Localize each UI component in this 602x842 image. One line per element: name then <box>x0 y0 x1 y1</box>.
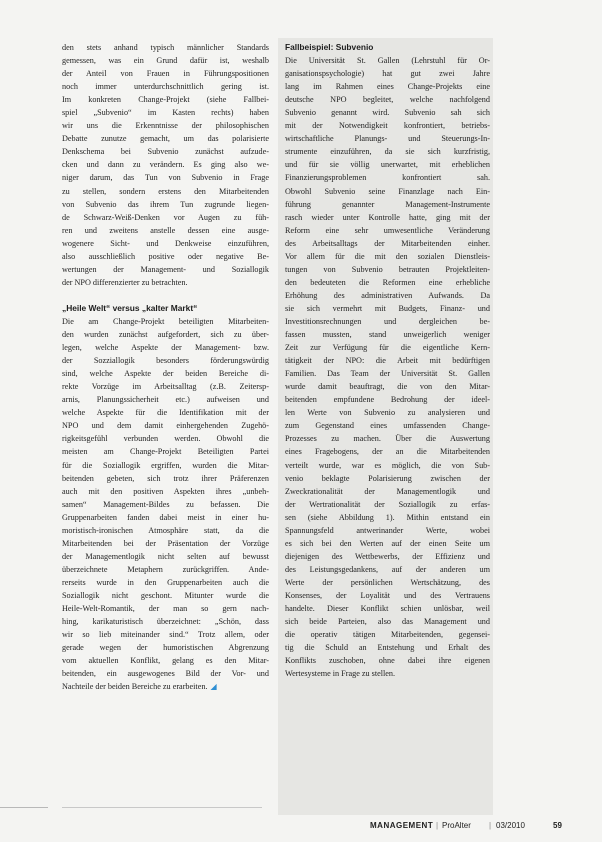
text-line: den wurden zunächst aufgefordert, sich zu über- <box>62 330 269 340</box>
text-line: Obwohl Subvenio seine Finanzlage nach Ein- <box>285 186 490 196</box>
text-line: mit der Notwendigkeit konfrontiert, betriebs- <box>285 121 490 131</box>
text-line: meisten am Change-Projekt Beteiligten Partei <box>62 447 269 457</box>
text-line: der Anteil von Frauen in Führungspositionen <box>62 69 269 79</box>
text-line: Heile-Welt-Romantik, der man so gern nach- <box>62 604 269 614</box>
text-line: welche Aspekte für die Identifikation mit der <box>62 408 269 418</box>
text-line: es sich bei den Werten auf der einen Seite um <box>285 538 490 548</box>
text-line: len Werte von Subvenio zu analysieren und <box>285 408 490 418</box>
text-line: NPO und dem damit einhergehenden Zugehö- <box>62 421 269 431</box>
text-line: Die am Change-Projekt beteiligten Mitarbeiten- <box>62 316 269 326</box>
left-column <box>62 41 269 693</box>
text-line: also ausschließlich positive oder negative Be- <box>62 251 269 261</box>
footer-rule-left <box>0 807 48 808</box>
text-line: führung genannter Management-Instrumente <box>285 199 490 209</box>
text-line: wir so lieb miteinander sind.“ Trotz allem, oder <box>62 630 269 640</box>
text-line: Soziallogik nicht geschont. Mitunter wurde die <box>62 590 269 600</box>
text-line: Reform eine sehr umwesentliche Veränderung <box>285 225 490 235</box>
text-line: Spannungsfeld antwerinander Werte, wobei <box>285 525 490 535</box>
text-line: verteilt wurde, war es möglich, die von Sub- <box>285 460 490 470</box>
text-line: Werte der persönlichen Wertschätzung, des <box>285 577 490 587</box>
text-line: Denkschema bei Subvenio zunächst aufzude- <box>62 147 269 157</box>
case-study-text <box>285 54 490 680</box>
text-line: auch mit den positiven Aspekten ihres „unbeh- <box>62 486 269 496</box>
text-line: Wertesysteme in Frage zu stellen. <box>285 669 396 679</box>
text-line: gerade wegen der humoristischen Abgrenzung <box>62 643 269 653</box>
text-line: beitenden gebeten, sich trotz ihrer Präferenzen <box>62 473 269 483</box>
footer-rule <box>62 807 262 808</box>
text-line: zum Gegenstand eines umfassenden Change- <box>285 421 490 431</box>
footer-magazine: MANAGEMENT <box>370 821 434 830</box>
text-line: und für sie völlig unerwartet, mit erheblichen <box>285 160 490 170</box>
text-line: deutsche NPO begleitet, welche nachfolgend <box>285 95 490 105</box>
text-line: fassen mussten, stand unweigerlich weniger <box>285 330 490 340</box>
text-line: eines Fragebogens, der an die Mitarbeitenden <box>285 447 490 457</box>
text-line: beitenden, ein ausgewogenes Bild der Vor- und <box>62 669 269 679</box>
end-of-article-icon: ◢ <box>210 682 217 692</box>
text-line: vom aktuellen Konflikt, gelang es den Mitar- <box>62 656 269 666</box>
text-line: Zeit zur Verfügung für die eigentliche Kern- <box>285 343 490 353</box>
case-study-column <box>285 41 490 680</box>
text-line: wogenere Sicht- und Denkweise einzuführen, <box>62 238 269 248</box>
text-line: den bedeuteten die Reformen eine erhebliche <box>285 277 490 287</box>
text-line: venio beklagte Polarisierung zwischen der <box>285 473 490 483</box>
footer-subtitle: ProAlter <box>442 821 471 830</box>
text-line: Vor allem für die mit den sozialen Dienstleis- <box>285 251 490 261</box>
text-line: Prozesses zu machen. Über die Auswertung <box>285 434 490 444</box>
text-line: cken und dann zu verändern. Es ging also we- <box>62 160 269 170</box>
text-line: niger darum, das Tun von Subvenio in Frage <box>62 173 269 183</box>
text-line: tungen von Subvenio betrauten Projektleiten- <box>285 264 490 274</box>
text-line: arnis, Planungssicherheit etc.) aufweisen und <box>62 395 269 405</box>
text-line: zu stellen, sondern erstens den Mitarbeitenden <box>62 186 269 196</box>
paragraph-intro <box>62 41 269 289</box>
page-footer <box>0 821 602 835</box>
text-line: gemessen, was ein Grund dafür ist, weshalb <box>62 56 269 66</box>
text-line: für die Soziallogik ergriffen, wurden die Mitar- <box>62 460 269 470</box>
text-line: Nachteile der beiden Bereiche zu erarbeiten. <box>62 682 208 692</box>
paragraph-gap <box>62 289 269 302</box>
text-line: wir uns die Erkenntnisse der philosophischen <box>62 121 269 131</box>
section-heading: „Heile Welt“ versus „kalter Markt“ <box>62 302 198 313</box>
text-line: wertungen der Management- und Soziallogik <box>62 264 269 274</box>
text-line: ren und zweitens anstelle dessen eine ausge- <box>62 225 269 235</box>
page-number: 59 <box>553 821 562 830</box>
text-line: hing, karikaturistisch überzeichnet: „Schön, dass <box>62 617 269 627</box>
text-line: überzeichnete Metaphern zurückgriffen. Ande- <box>62 564 269 574</box>
text-line: Finanzierungsproblemen konfrontiert sah. <box>285 173 490 183</box>
text-line: lang im Rahmen eines Change-Projekts eine <box>285 82 490 92</box>
text-line: Gruppenarbeiten fanden dabei meist in einer hu- <box>62 512 269 522</box>
text-line: moristisch-ironischen Atmosphäre statt, da die <box>62 525 269 535</box>
text-line: de Schwarz-Weiß-Denken vor Augen zu füh- <box>62 212 269 222</box>
text-line: den stets anhand typisch männlicher Standards <box>62 43 269 52</box>
text-line: der Managementlogik nicht selten auf bewusst <box>62 551 269 561</box>
footer-separator: | <box>489 821 492 830</box>
text-line: wirtschaftliche Planungs- und Steuerungs-In- <box>285 134 490 144</box>
text-line: sen (siehe Abbildung 1). Mithin entstand ein <box>285 512 490 522</box>
text-line: die operativ tätigen Mitarbeitenden, gegensei- <box>285 630 490 640</box>
text-line: sich beide Parteien, also das Management und <box>285 617 490 627</box>
text-line: tätigkeit der NPO: die Arbeit mit bedürftigen <box>285 356 490 366</box>
text-line: des Leistungsgedankens, auf der anderen um <box>285 564 490 574</box>
text-line: der NPO differenzierter zu betrachten. <box>62 277 188 287</box>
text-line: sie sich vermehrt mit Budgets, Finanz- und <box>285 303 490 313</box>
text-line: tig die Schuld an Entstehung und Erhalt des <box>285 643 490 653</box>
text-line: Investitionsrechnungen und dergleichen be- <box>285 316 490 326</box>
text-line: rerseits wurde in den Gruppenarbeiten auch die <box>62 577 269 587</box>
case-study-heading: Fallbeispiel: Subvenio <box>285 42 374 52</box>
text-line: beitenden empfundene Bedrohung der ideel- <box>285 395 490 405</box>
text-line: Im konkreten Change-Projekt (siehe Fallbei- <box>62 95 269 105</box>
text-line: ganisationspsychologie) hat gut zwei Jahre <box>285 69 490 79</box>
text-line: rigkeitsgefühl verbunden werden. Obwohl die <box>62 434 269 444</box>
text-line: der Wertrationalität der Soziallogik zu erfas- <box>285 499 490 509</box>
text-line: Familien. Das Team der Universität St. Gallen <box>285 369 490 379</box>
text-line: handelte. Dieser Konflikt schien unlösbar, weil <box>285 604 490 614</box>
last-line <box>62 680 269 693</box>
text-line: Zweckrationalität der Managementlogik und <box>285 486 490 496</box>
text-line: noch immer unterdurchschnittlich gering ist. <box>62 82 269 92</box>
text-line: Debatte zunutze gemacht, um das polarisierte <box>62 134 269 144</box>
text-line: rasch wieder unter Kontrolle hatte, ging mit der <box>285 212 490 222</box>
text-line: legen, welche Aspekte der Management- bzw. <box>62 343 269 353</box>
text-line: Mitarbeitenden bei der Präsentation der Vorzüge <box>62 538 269 548</box>
text-line: Konflikts zuschoben, ohne dabei ihre eigenen <box>285 656 490 666</box>
text-line: der Sozziallogik besonders förderungswürdig <box>62 356 269 366</box>
text-line: rekte Vorzüge im Arbeitsalltag (z.B. Zeitersp- <box>62 382 269 392</box>
text-line: spiel „Subvenio“ im Kasten rechts) haben <box>62 108 269 118</box>
text-line: von Subvenio das ihrem Tun zugrunde liegen- <box>62 199 269 209</box>
paragraph-body <box>62 315 269 693</box>
text-line: des Arbeitsalltags der Mitarbeitenden einher. <box>285 238 490 248</box>
text-line: strumente einzuführen, da sie sich kurzfristig, <box>285 147 490 157</box>
text-line: diejenigen des Wettbewerbs, der Effizienz und <box>285 551 490 561</box>
text-line: Subvenio genannt wird. Subvenio sah sich <box>285 108 490 118</box>
text-line: Die Universität St. Gallen (Lehrstuhl für Or- <box>285 56 490 66</box>
footer-separator: | <box>436 821 439 830</box>
text-line: Erhöhung des administrativen Aufwands. Da <box>285 290 490 300</box>
text-line: samen“ Management-Bildes zu befassen. Die <box>62 499 269 509</box>
footer-date: 03/2010 <box>496 821 525 830</box>
text-line: sind, welche Aspekte der beiden Bereiche di- <box>62 369 269 379</box>
text-line: Konsenses, der Loyalität und des Vertrauens <box>285 590 490 600</box>
text-line: wurde damit beauftragt, die von den Mitar- <box>285 382 490 392</box>
